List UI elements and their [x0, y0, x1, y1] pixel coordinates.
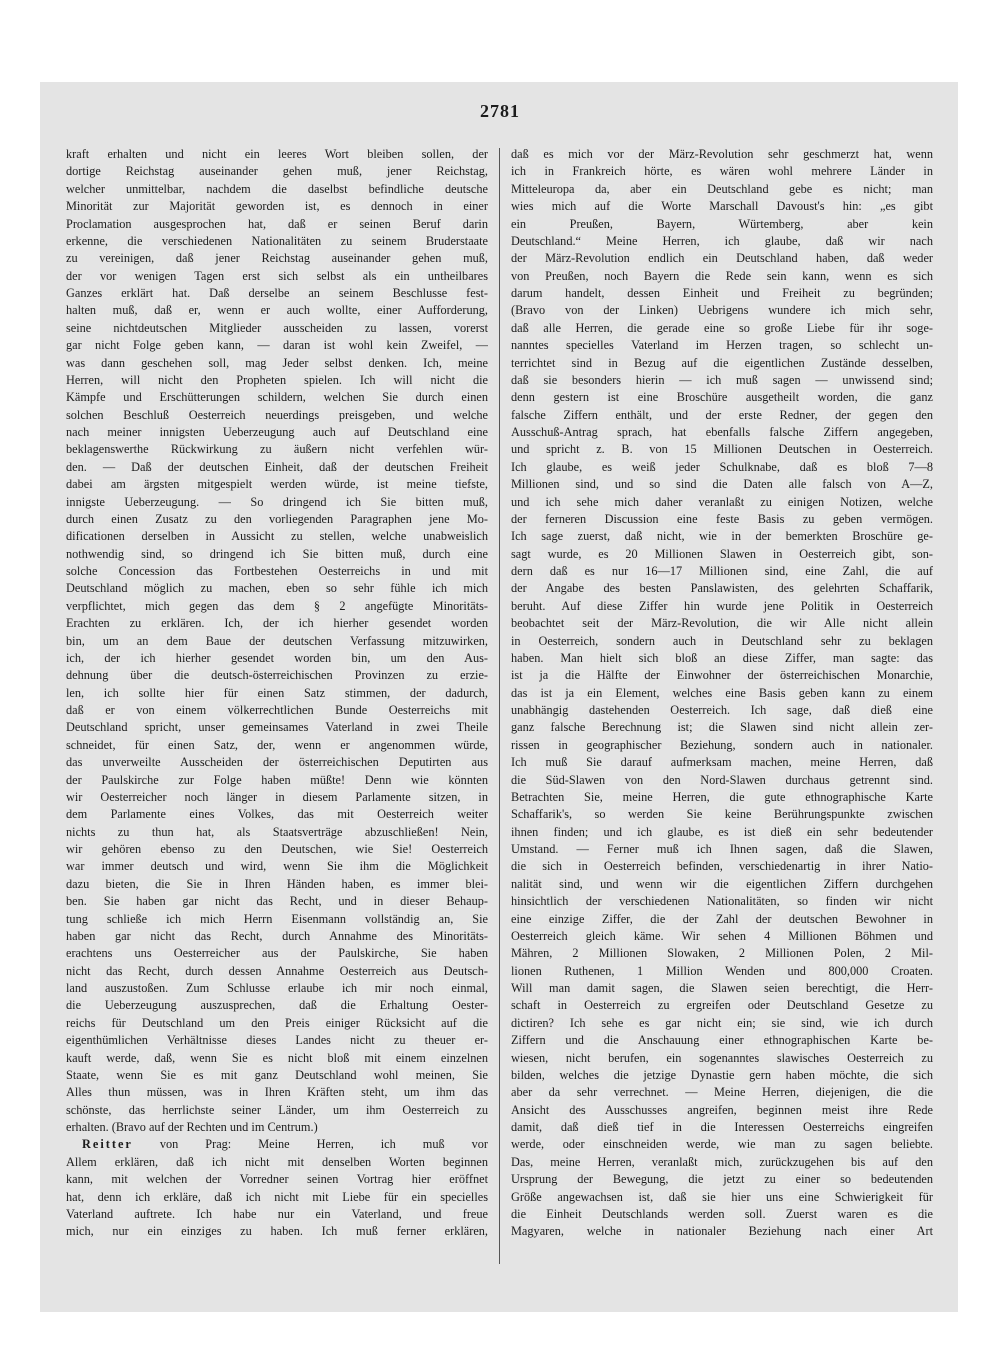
text-line: Will man damit sagen, die Slawen seien berechtigt, die Herr-	[511, 981, 933, 995]
text-line: Ansicht des Ausschusses angreifen, beginnen meist ihre Rede	[511, 1102, 933, 1117]
text-line: dem Parlamente eines Volkes, das mit Oesterreich weiter	[66, 807, 488, 822]
speaker-line	[66, 1136, 488, 1153]
text-line: darum handelt, dessen Einheit und Freiheit zu begründen;	[511, 286, 933, 300]
text-line: welcher unmittelbar, nachdem die daselbst befindliche deutsche	[66, 181, 488, 196]
text-line: Mähren, 2 Millionen Slowaken, 2 Millionen Polen, 2 Mil-	[511, 946, 933, 961]
text-line: Oesterreich gleich käme. Wir sehen 4 Millionen Böhmen und	[511, 928, 933, 943]
text-line: Vaterland auftrete. Ich habe nur ein Vaterland, und freue	[66, 1206, 488, 1221]
text-line: daß sie besonders hierin — ich muß sagen — unwissend sind;	[511, 372, 933, 387]
text-line: damit, daß dieß tief in die Interessen Oesterreichs eingreifen	[511, 1120, 933, 1134]
text-line: beklagenswerthe Rückwirkung zu äußern nicht verfehlen wür-	[66, 442, 488, 457]
text-line: nicht das Recht, durch dessen Annahme Oesterreich aus Deutsch-	[66, 963, 488, 978]
text-line: wir Oesterreicher noch länger in diesem Parlamente sitzen, in	[66, 789, 488, 804]
text-line: kann, mit welchen der Vorredner seinen Vortrag hier eröffnet	[66, 1172, 488, 1187]
text-line: ist ja die Hälfte der Einwohner der österreichischen Monarchie,	[511, 668, 933, 683]
text-line: terrichtet sind in Bezug auf die eigentlichen Zustände desselben,	[511, 355, 933, 370]
text-line: unabhängig dastehenden Oesterreich. Ich sage, daß dieß eine	[511, 703, 933, 717]
text-line: Herren, will nicht den Propheten spielen. Ich will nicht die	[66, 372, 488, 387]
text-line: Minorität zur Majorität geworden ist, es dennoch in einer	[66, 199, 488, 214]
text-line: der Angabe des besten Panslawisten, des gelehrten Schaffarik,	[511, 581, 933, 596]
text-line: und spricht z. B. von 15 Millionen Deutschen in Oesterreich.	[511, 442, 933, 457]
text-line: land auszustoßen. Zum Schlusse erlaube ich mir noch einmal,	[66, 981, 488, 995]
text-line: Ganzes erklärt hat. Daß derselbe an seinem Beschlusse fest-	[66, 286, 488, 300]
text-line: ich, der ich hierher gesendet worden bin, um den Aus-	[66, 650, 488, 665]
text-line: Staate, wenn Sie es mit ganz Deutschland wohl meinen, Sie	[66, 1067, 488, 1082]
text-line: daß es mich vor der März-Revolution sehr geschmerzt hat, wenn	[511, 147, 933, 161]
text-line: wir gehören ebenso zu den Deutschen, wie Sie! Oesterreich	[66, 842, 488, 856]
text-line: Deutschland spricht, unser gemeinsames Vaterland in zwei Theile	[66, 720, 488, 735]
text-line: das unverweilte Ausscheiden der österreichischen Deputirten aus	[66, 755, 488, 770]
text-line: kauft werde, daß, wenn Sie es nicht bloß mit einem einzelnen	[66, 1050, 488, 1065]
text-line: Schaffarik's, so werden Sie keine Berührungspunkte zwischen	[511, 807, 933, 822]
text-line: erkenne, die verschiedenen Nationalitäten zu seinem Bruderstaate	[66, 233, 488, 248]
text-line: durch einen Zusatz zu den vorliegenden Paragraphen jene Mo-	[66, 511, 488, 526]
text-line: nichts zu thun hat, als Staatsverträge abzuschließen! Nein,	[66, 824, 488, 839]
text-line: der Paulskirche zur Folge haben müßte! Denn wie könnten	[66, 772, 488, 787]
right-column	[511, 146, 933, 1241]
text-line: Mitteleuropa da, aber ein Deutschland gebe es nicht; man	[511, 181, 933, 196]
speaker-name: Reitter	[82, 1137, 133, 1152]
text-line: nalität sind, und wenn wir die eigentlichen Ziffern durchgehen	[511, 876, 933, 891]
text-line: Allem erklären, daß ich nicht mit denselben Worten beginnen	[66, 1154, 488, 1169]
text-line: Ursprung der Bewegung, die jetzt zu einer so bedeutenden	[511, 1172, 933, 1187]
text-line: Größe angewachsen ist, daß sie hier uns eine Schwierigkeit für	[511, 1189, 933, 1204]
text-line: die sich in Oesterreich befinden, verschiedenartig in ihrer Natio-	[511, 859, 933, 874]
text-line: schneidet, für einen Satz, der, wenn er angenommen würde,	[66, 737, 488, 752]
text-line: seine nichtdeutschen Mitglieder ausscheiden zu lassen, vorerst	[66, 320, 488, 335]
text-line: bilden, welches die jetzige Dynastie gern haben möchte, die sich	[511, 1067, 933, 1082]
text-line: dern daß es nur 16—17 Millionen sind, eine Zahl, die auf	[511, 564, 933, 578]
text-line: erachtens uns Oesterreicher aus der Paulskirche, Sie haben	[66, 946, 488, 961]
text-line: Ziffern und die Anschauung einer ethnographischen Karte be-	[511, 1033, 933, 1048]
text-line: dificationen derselben in Aussicht zu stellen, welche unabweislich	[66, 529, 488, 544]
text-line: bin, um an dem Baue der deutschen Verfassung mitzuwirken,	[66, 633, 488, 648]
text-line: schönste, das herrlichste seiner Länder, um ihm Oesterreich zu	[66, 1102, 488, 1117]
text-line: war immer deutsch und wird, wenn Sie ihm die Möglichkeit	[66, 859, 488, 874]
text-line: beruht. Auf diese Ziffer hin wurde jene Politik in Oesterreich	[511, 598, 933, 613]
text-line: das ist ja ein Element, welches eine Basis geben kann zu einem	[511, 685, 933, 700]
text-line: Erachten zu erklären. Ich, der ich hierher gesendet worden	[66, 616, 488, 631]
text-line: Magyaren, welche in nationaler Beziehung nach einer Art	[511, 1224, 933, 1239]
text-line: len, ich sollte hier für einen Satz stimmen, der dadurch,	[66, 685, 488, 700]
text-line: Alles thun müssen, was in Ihren Kräften steht, um ihm das	[66, 1085, 488, 1100]
text-line: dortige Reichstag auseinander gehen muß, jener Reichstag,	[66, 164, 488, 179]
text-line: Das, meine Herren, veranlaßt mich, zurückzugehen bis auf den	[511, 1154, 933, 1169]
text-line: Kämpfe und Erschütterungen schildern, welchen Sie durch einen	[66, 390, 488, 405]
text-line: daß alle Herren, die gerade eine so große Liebe für ihr soge-	[511, 320, 933, 335]
text-line: haben gar nicht das Recht, durch Annahme des Minoritäts-	[66, 928, 488, 943]
text-line: Proclamation ausgesprochen hat, daß er seinen Beruf darin	[66, 216, 488, 231]
text-line: verpflichtet, mich gegen das dem § 2 angefügte Minoritäts-	[66, 598, 488, 613]
text-line: reichs für Deutschland um den Preis einiger Rücksicht auf die	[66, 1015, 488, 1030]
text-line: halten muß, daß er, wenn er auch wollte, einer Aufforderung,	[66, 303, 488, 318]
text-line: werde, oder einschneiden werde, wie man zu sagen beliebte.	[511, 1137, 933, 1152]
text-line: die Ueberzeugung auszusprechen, daß die Erhaltung Oester-	[66, 998, 488, 1013]
text-line: Ausschuß-Antrag sprach, hat ebenfalls falsche Ziffern angegeben,	[511, 425, 933, 439]
text-line: solchen Beschluß Oesterreich neuerdings preisgeben, und welche	[66, 407, 488, 422]
text-line: ben. Sie haben gar nicht das Recht, und in dieser Behaup-	[66, 894, 488, 909]
text-line: was dann geschehen soll, mag Jeder selbst denken. Ich, meine	[66, 355, 488, 370]
text-line: zu vereinigen, daß jener Reichstag auseinander gehen muß,	[66, 251, 488, 266]
text-line: dictiren? Ich sehe es gar nicht ein; sie sind, wie ich durch	[511, 1015, 933, 1030]
text-line: nach meiner innigsten Ueberzeugung auch auf Deutschland eine	[66, 425, 488, 439]
text-line: nanntes specielles Vaterland im Herzen tragen, so schlecht un-	[511, 338, 933, 353]
text-line: Ich muß Sie darauf aufmerksam machen, meine Herren, daß	[511, 755, 933, 770]
text-line: und ich sehe mich daher veranlaßt zu einigen Notizen, welche	[511, 494, 933, 509]
text-line: hat, denn ich erkläre, daß ich nicht mit Liebe für ein specielles	[66, 1189, 488, 1204]
text-line: nothwendig sind, so dringend ich Sie bitten muß, durch eine	[66, 546, 488, 561]
text-line: haben. Man hielt sich bloß an diese Ziffer, man sagte: das	[511, 650, 933, 665]
text-line: kraft erhalten und nicht ein leeres Wort bleiben sollen, der	[66, 147, 488, 161]
text-line: Ich glaube, es weiß jeder Schulknabe, daß es bloß 7—8	[511, 459, 933, 474]
text-line: die Süd-Slawen von den Nord-Slawen durchaus getrennt sind.	[511, 772, 933, 787]
text-line: beobachtet seit der März-Revolution, die wir Alle nicht allein	[511, 616, 933, 631]
text-line: aber da sehr verrechnet. — Meine Herren, diejenigen, die die	[511, 1085, 933, 1100]
text-line: solche Concession das Fortbestehen Oesterreichs in und mit	[66, 564, 488, 578]
text-line: die Einheit Deutschlands werden soll. Zuerst waren es die	[511, 1206, 933, 1221]
text-line: dazu bieten, die Sie in Ihren Händen haben, es immer blei-	[66, 876, 488, 891]
text-line: wies mich auf die Worte Marschall Davoust's hin: „es gibt	[511, 199, 933, 214]
text-line: tung schließe ich mich Herrn Eisenmann vollständig an, Sie	[66, 911, 488, 926]
text-line: Deutschland möglich zu machen, eben so sehr fühle ich mich	[66, 581, 488, 596]
text-line: Deutschland.“ Meine Herren, ich glaube, daß wir nach	[511, 233, 933, 248]
page-number: 2781	[480, 101, 520, 121]
text-line: den. — Daß der deutschen Einheit, daß der deutschen Freiheit	[66, 459, 488, 474]
text-line: daß er von einem völkerrechtlichen Bunde Oesterreichs mit	[66, 703, 488, 717]
text-line: sagt wurde, es 20 Millionen Slawen in Oesterreich gibt, son-	[511, 546, 933, 561]
text-line: dabei am ärgsten mitgespielt werden würde, ist meine tiefste,	[66, 477, 488, 492]
text-line: hinsichtlich der verschiedenen Nationalitäten, so finden wir nicht	[511, 894, 933, 909]
text-line: von Preußen, noch Bayern die Rede sein kann, wenn es sich	[511, 268, 933, 283]
text-line: denn gestern ist eine Broschüre ausgetheilt worden, die ganz	[511, 390, 933, 405]
left-column	[66, 146, 488, 1241]
text-line: der März-Revolution endlich ein Deutschland haben, daß weder	[511, 251, 933, 266]
text-line: erhalten. (Bravo auf der Rechten und im Centrum.)	[66, 1120, 318, 1134]
text-line: der ferneren Discussion eine feste Basis zu geben vermögen.	[511, 511, 933, 526]
text-line: Ich sage zuerst, daß nicht, wie in der bemerkten Broschüre ge-	[511, 529, 933, 544]
text-line: schaft in Oesterreich zu ergreifen oder Deutschland Gesetze zu	[511, 998, 933, 1013]
speaker-line-text: von Prag: Meine Herren, ich muß vor	[132, 1137, 488, 1152]
text-line: Millionen sind, und so sind die Daten alle falsch von A—Z,	[511, 477, 933, 492]
text-line: mich, nur ein einziges zu haben. Ich muß ferner erklären,	[66, 1224, 488, 1239]
text-line: rissen in geographischer Beziehung, sondern auch in nationaler.	[511, 737, 933, 752]
text-line: Betrachten Sie, meine Herren, die gute ethnographische Karte	[511, 789, 933, 804]
text-line: ihnen finden; und ich glaube, es ist dieß ein sehr bedeutender	[511, 824, 933, 839]
text-line: wiesen, nicht berufen, ein sogenanntes slawisches Oesterreich zu	[511, 1050, 933, 1065]
text-line: eine einzige Ziffer, die der Zahl der deutschen Bewohner in	[511, 911, 933, 926]
text-line: dehnung über die deutsch-österreichischen Provinzen zu erzie-	[66, 668, 488, 683]
text-line: (Bravo von der Linken) Uebrigens wundere ich mich sehr,	[511, 303, 933, 318]
text-line: falsche Ziffern enthält, und der erste Redner, der gegen den	[511, 407, 933, 422]
text-line: gar nicht Folge geben kann, — daran ist wohl kein Zweifel, —	[66, 338, 488, 353]
column-divider	[499, 148, 500, 1264]
text-line: ein Preußen, Bayern, Würtemberg, aber kein	[511, 216, 933, 231]
text-line: Umstand. — Ferner muß ich Ihnen sagen, daß die Slawen,	[511, 842, 933, 856]
text-line: eigenthümlichen Verhältnisse dieses Landes nicht zu theuer er-	[66, 1033, 488, 1048]
text-line: der vor wenigen Tagen erst sich selbst als ein untheilbares	[66, 268, 488, 283]
text-line: in Oesterreich, sondern auch in Deutschland sehr zu beklagen	[511, 633, 933, 648]
text-line: ganz falsche Berechnung ist; die Slawen sind nicht allein zer-	[511, 720, 933, 735]
text-line: lionen Ruthenen, 1 Million Wenden und 800,000 Croaten.	[511, 963, 933, 978]
text-line: ich in Frankreich hörte, es wären wohl mehrere Länder in	[511, 164, 933, 179]
text-line: innigste Ueberzeugung. — So dringend ich Sie bitten muß,	[66, 494, 488, 509]
